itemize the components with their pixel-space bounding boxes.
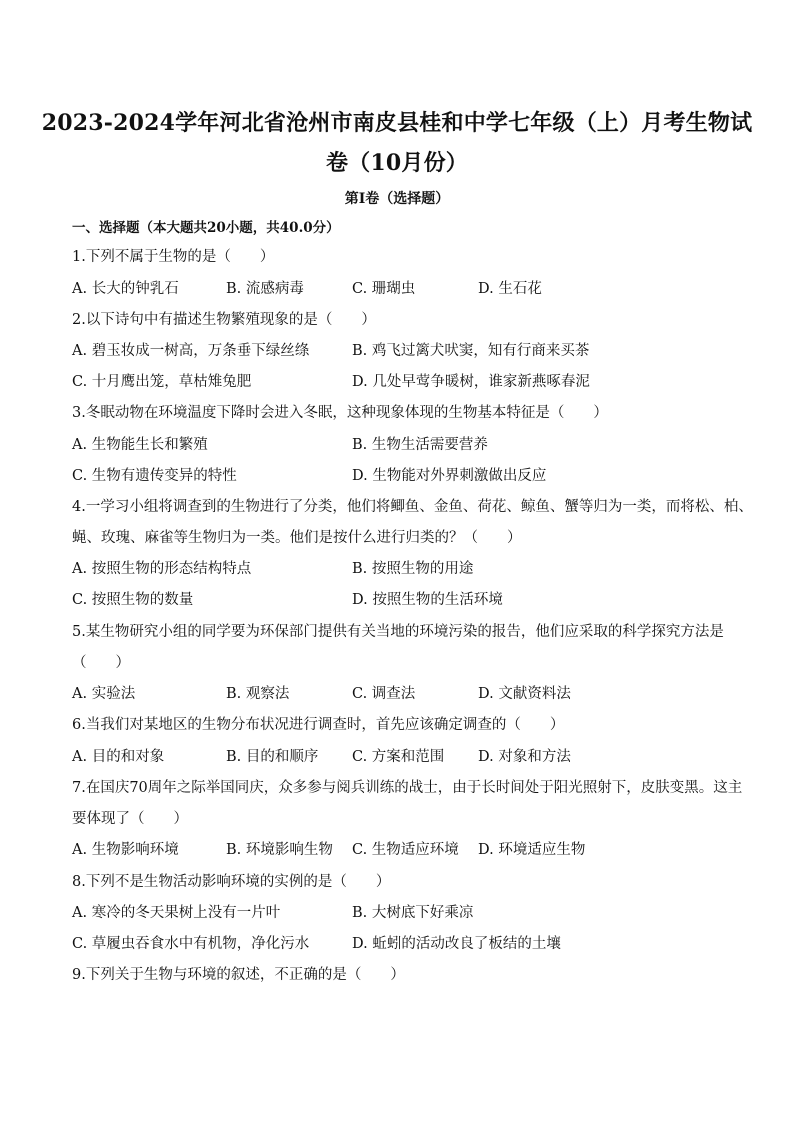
question-4-option-d: D. 按照生物的生活环境 xyxy=(352,592,503,608)
question-1-option-b: B. 流感病毒 xyxy=(226,281,304,297)
question-4-option-c: C. 按照生物的数量 xyxy=(72,592,194,608)
question-5-option-c: C. 调查法 xyxy=(352,686,416,702)
question-2-option-d: D. 几处早莺争暖树，谁家新燕啄春泥 xyxy=(352,374,590,390)
question-1-option-a: A. 长大的钟乳石 xyxy=(72,281,179,297)
question-4-stem-line-2: 蝇、玫瑰、麻雀等生物归为一类。他们是按什么进行归类的？（ ） xyxy=(72,530,522,546)
question-3-stem: 3.冬眠动物在环境温度下降时会进入冬眠，这种现象体现的生物基本特征是（ ） xyxy=(72,405,608,421)
question-8-stem: 8.下列不是生物活动影响环境的实例的是（ ） xyxy=(72,874,391,890)
question-1-option-c: C. 珊瑚虫 xyxy=(352,281,416,297)
question-5-option-a: A. 实验法 xyxy=(72,686,136,702)
question-6-option-b: B. 目的和顺序 xyxy=(226,749,319,765)
question-2-stem: 2.以下诗句中有描述生物繁殖现象的是（ ） xyxy=(72,312,376,328)
question-7-option-b: B. 环境影响生物 xyxy=(226,842,333,858)
question-6-option-d: D. 对象和方法 xyxy=(478,749,571,765)
question-3-option-b: B. 生物生活需要营养 xyxy=(352,437,488,453)
question-1-option-d: D. 生石花 xyxy=(478,281,542,297)
question-4-option-b: B. 按照生物的用途 xyxy=(352,561,474,577)
question-3-option-a: A. 生物能生长和繁殖 xyxy=(72,437,208,453)
question-8-option-d: D. 蚯蚓的活动改良了板结的土壤 xyxy=(352,936,561,952)
question-7-stem-line-2: 要体现了（ ） xyxy=(72,811,188,827)
question-8-option-a: A. 寒冷的冬天果树上没有一片叶 xyxy=(72,905,281,921)
question-7-option-c: C. 生物适应环境 xyxy=(352,842,459,858)
question-9-stem: 9.下列关于生物与环境的叙述，不正确的是（ ） xyxy=(72,967,405,983)
question-2-option-b: B. 鸡飞过篱犬吠窦，知有行商来买茶 xyxy=(352,343,590,359)
question-5-stem-line-1: 5.某生物研究小组的同学要为环保部门提供有关当地的环境污染的报告，他们应采取的科学探究方法是 xyxy=(72,624,724,640)
exam-title-line-2: 卷（10月份） xyxy=(325,150,468,176)
question-3-option-d: D. 生物能对外界刺激做出反应 xyxy=(352,468,547,484)
question-5-option-b: B. 观察法 xyxy=(226,686,290,702)
question-6-option-c: C. 方案和范围 xyxy=(352,749,445,765)
question-2-option-c: C. 十月鹰出笼，草枯雉兔肥 xyxy=(72,374,252,390)
volume-subtitle: 第I卷（选择题） xyxy=(344,191,450,207)
question-8-option-c: C. 草履虫吞食水中有机物，净化污水 xyxy=(72,936,310,952)
question-1-stem: 1.下列不属于生物的是（ ） xyxy=(72,249,275,265)
question-7-option-d: D. 环境适应生物 xyxy=(478,842,586,858)
question-4-stem-line-1: 4.一学习小组将调查到的生物进行了分类，他们将鲫鱼、金鱼、荷花、鲸鱼、蟹等归为一类，而将松、柏、 xyxy=(72,499,753,515)
section-header: 一、选择题（本大题共20小题，共40.0分） xyxy=(72,220,340,236)
question-2-option-a: A. 碧玉妆成一树高，万条垂下绿丝绦 xyxy=(72,343,310,359)
question-3-option-c: C. 生物有遗传变异的特性 xyxy=(72,468,237,484)
question-6-stem: 6.当我们对某地区的生物分布状况进行调查时，首先应该确定调查的（ ） xyxy=(72,717,565,733)
question-7-stem-line-1: 7.在国庆70周年之际举国同庆，众多参与阅兵训练的战士，由于长时间处于阳光照射下，皮肤变黑。这主 xyxy=(72,780,743,796)
question-7-option-a: A. 生物影响环境 xyxy=(72,842,179,858)
question-5-stem-line-2: （ ） xyxy=(72,655,130,671)
question-4-option-a: A. 按照生物的形态结构特点 xyxy=(72,561,252,577)
question-6-option-a: A. 目的和对象 xyxy=(72,749,165,765)
question-5-option-d: D. 文献资料法 xyxy=(478,686,571,702)
exam-title-line-1: 2023-2024学年河北省沧州市南皮县桂和中学七年级（上）月考生物试 xyxy=(41,110,753,136)
question-8-option-b: B. 大树底下好乘凉 xyxy=(352,905,474,921)
